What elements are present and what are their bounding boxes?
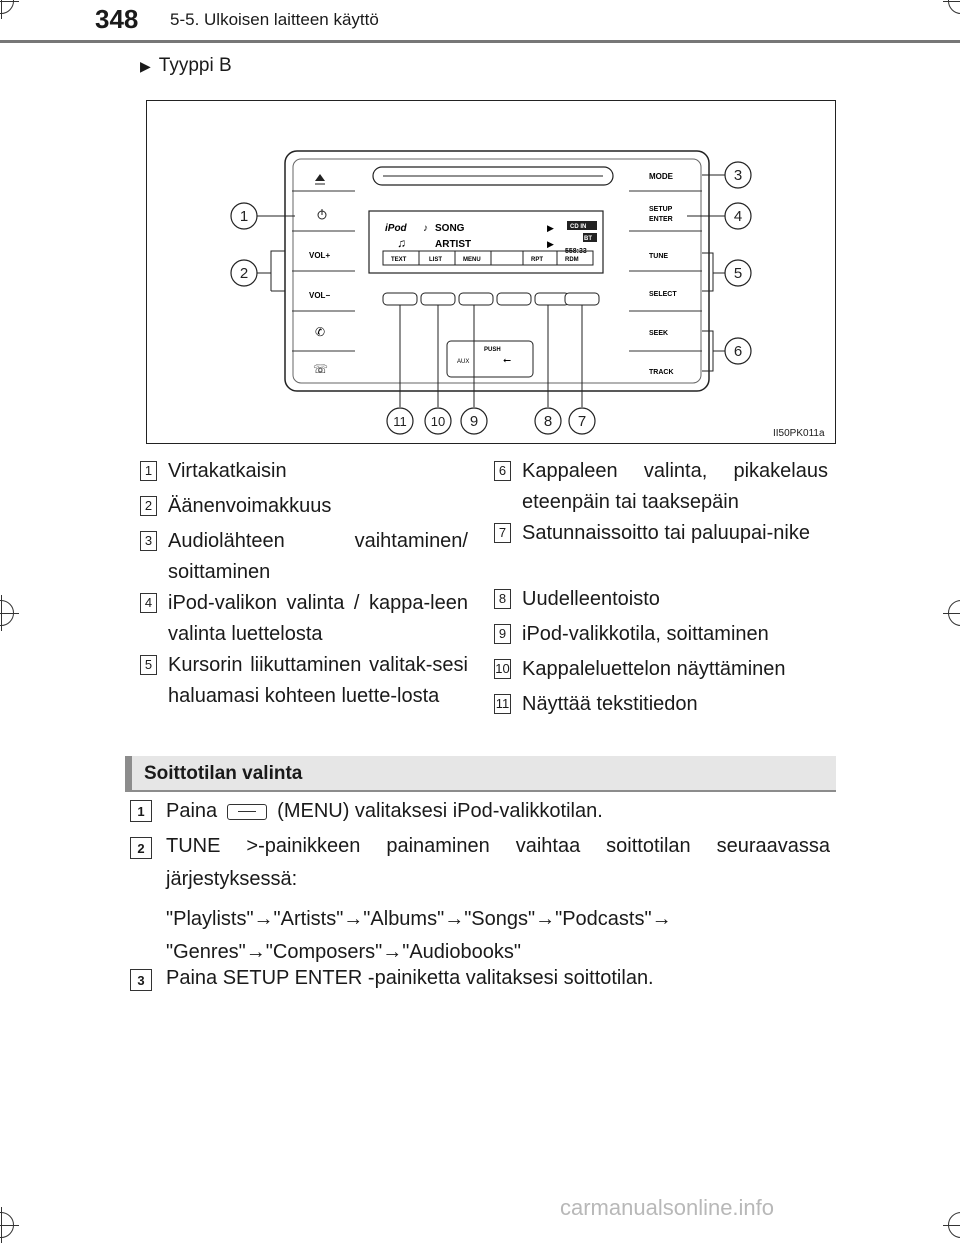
softkey-rdm: RDM xyxy=(565,257,579,263)
legend-number: 7 xyxy=(494,523,511,543)
figure-code: II50PK011a xyxy=(773,428,825,439)
legend-number: 4 xyxy=(140,593,157,613)
step-text: Paina SETUP ENTER -painiketta valitaksesi soittotilan. xyxy=(166,967,654,989)
legend-text: Audiolähteen vaihtaminen/ soittaminen xyxy=(168,530,468,583)
callout-4: 4 xyxy=(733,208,743,225)
softkey-list: LIST xyxy=(429,257,442,263)
crop-mark xyxy=(948,1212,960,1238)
legend-number: 2 xyxy=(140,496,157,516)
legend-number: 3 xyxy=(140,531,157,551)
tune-label: TUNE xyxy=(649,253,669,260)
legend-number: 6 xyxy=(494,461,511,481)
section-title: 5-5. Ulkoisen laitteen käyttö xyxy=(170,10,379,29)
legend-number: 10 xyxy=(494,659,511,679)
step-sequence: "Playlists"→"Artists"→"Albums"→"Songs"→"Podcasts"→ "Genres"→"Composers"→"Audiobooks" xyxy=(166,908,672,963)
hangup-icon: ☏ xyxy=(313,362,329,376)
display-time: 558:33 xyxy=(565,248,587,255)
callout-8: 8 xyxy=(543,413,553,430)
banner-title: Soittotilan valinta xyxy=(144,763,303,784)
page-number: 348 xyxy=(95,4,139,34)
usb-icon: ⭠ xyxy=(503,355,511,366)
display-source: iPod xyxy=(385,223,407,234)
menu-button-icon xyxy=(227,804,267,820)
display-cd-badge: CD IN xyxy=(570,224,587,230)
display-song: SONG xyxy=(435,223,465,234)
callout-1: 1 xyxy=(239,208,249,225)
display-artist: ARTIST xyxy=(435,239,472,250)
play-arrow-icon: ▶ xyxy=(547,239,554,249)
step-number: 2 xyxy=(130,837,152,859)
callout-7: 7 xyxy=(577,413,587,430)
music-notes-icon: ♫ xyxy=(397,236,406,250)
softkey-menu: MENU xyxy=(463,257,481,263)
legend-text: Kappaleluettelon näyttäminen xyxy=(522,658,786,680)
callout-2: 2 xyxy=(239,265,249,282)
display-bt-badge: BT xyxy=(584,236,592,242)
crop-mark xyxy=(0,0,14,14)
legend-text: Satunnaissoitto tai paluupai-nike xyxy=(522,522,810,544)
legend-number: 11 xyxy=(494,694,511,714)
aux-label: AUX xyxy=(457,359,470,365)
vol-up-label: VOL+ xyxy=(309,251,331,260)
legend-number: 5 xyxy=(140,655,157,675)
crop-mark xyxy=(0,600,14,626)
legend-number: 9 xyxy=(494,624,511,644)
callout-11: 11 xyxy=(393,414,407,429)
crop-mark xyxy=(948,0,960,14)
type-label xyxy=(140,55,232,77)
audio-unit-illustration xyxy=(147,101,835,443)
legend-text: Uudelleentoisto xyxy=(522,588,660,610)
crop-mark xyxy=(948,600,960,626)
step-1-after: (MENU) valitaksesi iPod-valikkotilan. xyxy=(277,800,603,822)
crop-mark xyxy=(0,1212,14,1238)
legend-number: 8 xyxy=(494,589,511,609)
callout-6: 6 xyxy=(733,343,743,360)
play-arrow-icon: ▶ xyxy=(547,223,554,233)
legend-text: Näyttää tekstitiedon xyxy=(522,693,698,715)
softkey-rpt: RPT xyxy=(531,257,543,263)
mode-label: MODE xyxy=(649,172,673,181)
music-note-icon: ♪ xyxy=(423,223,428,234)
callout-5: 5 xyxy=(733,265,743,282)
audio-unit-figure xyxy=(146,100,836,444)
step-text: TUNE >-painikkeen painaminen vaihtaa soittotilan seuraavassa järjestyksessä: xyxy=(166,835,830,890)
triangle-icon: ▶ xyxy=(140,58,151,74)
step-1-before: Paina xyxy=(166,800,218,822)
header-rule xyxy=(0,40,960,43)
legend-text: Kappaleen valinta, pikakelaus eteenpäin tai taaksepäin xyxy=(522,460,828,513)
watermark: carmanualsonline.info xyxy=(560,1195,775,1220)
step-number: 3 xyxy=(130,969,152,991)
phone-icon: ✆ xyxy=(315,325,326,339)
legend-text: iPod-valikkotila, soittaminen xyxy=(522,623,769,645)
legend-text: Kursorin liikuttaminen valitak-sesi haluamasi kohteen luette-losta xyxy=(168,654,468,707)
callout-10: 10 xyxy=(430,414,446,429)
callout-3: 3 xyxy=(733,167,743,184)
legend-text: Äänenvoimakkuus xyxy=(168,495,332,517)
soft-button-row xyxy=(383,293,599,305)
setup-label: SETUP xyxy=(649,206,673,213)
vol-down-label: VOL− xyxy=(309,291,331,300)
softkey-text: TEXT xyxy=(391,257,407,263)
legend-number: 1 xyxy=(140,461,157,481)
enter-label: ENTER xyxy=(649,216,673,223)
section-banner xyxy=(125,756,836,792)
select-label: SELECT xyxy=(649,291,677,298)
type-label-text: Tyyppi B xyxy=(158,55,232,76)
legend-text: iPod-valikon valinta / kappa-leen valinta luettelosta xyxy=(168,592,468,645)
legend-text: Virtakatkaisin xyxy=(168,460,287,482)
track-label: TRACK xyxy=(649,369,674,376)
seek-label: SEEK xyxy=(649,330,669,337)
callout-9: 9 xyxy=(469,413,479,430)
step-text xyxy=(166,795,830,828)
usb-push-label: PUSH xyxy=(484,347,501,353)
step-number: 1 xyxy=(130,800,152,822)
